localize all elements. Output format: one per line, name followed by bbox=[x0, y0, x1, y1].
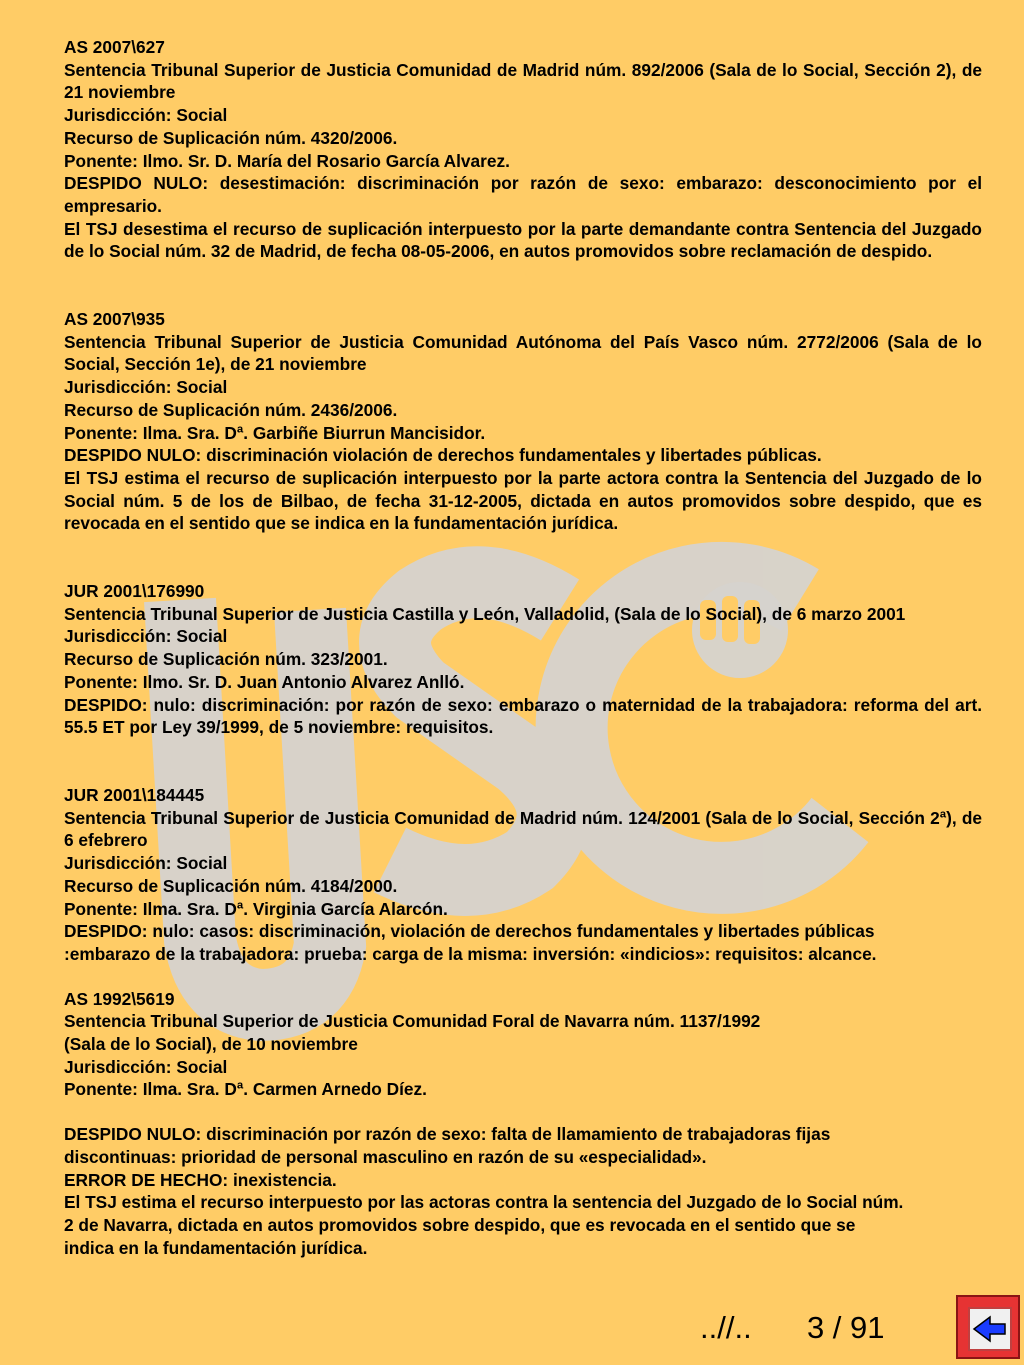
case-reference: AS 2007\627 bbox=[64, 37, 165, 57]
back-button-face[interactable] bbox=[968, 1307, 1012, 1351]
case-ruling: El TSJ desestima el recurso de suplicación interpuesto por la parte demandante contra Sentencia del Juzgado de lo Social núm. 32 de Madrid, de fecha 08-05-2006, en autos promovidos sobre reclamación de despido. bbox=[64, 218, 982, 262]
case-appeal: Recurso de Suplicación núm. 323/2001. bbox=[64, 649, 388, 670]
case-summary-line-2: discontinuas: prioridad de personal masculino en razón de su «especialidad». bbox=[64, 1146, 707, 1167]
case-entry bbox=[64, 308, 982, 535]
case-rapporteur: Ponente: Ilmo. Sr. D. María del Rosario García Alvarez. bbox=[64, 150, 510, 171]
case-summary-line-1: DESPIDO: nulo: casos: discriminación, violación de derechos fundamentales y libertades públicas bbox=[64, 921, 875, 942]
case-title: Sentencia Tribunal Superior de Justicia Comunidad Autónoma del País Vasco núm. 2772/2006 (Sala de lo Social, Sección 1e), de 21 noviembre bbox=[64, 331, 982, 375]
case-appeal: Recurso de Suplicación núm. 4320/2006. bbox=[64, 127, 398, 148]
case-entry bbox=[64, 580, 982, 739]
case-ruling-line-1: El TSJ estima el recurso interpuesto por las actoras contra la sentencia del Juzgado de lo Social núm. bbox=[64, 1192, 904, 1213]
case-rapporteur: Ponente: Ilmo. Sr. D. Juan Antonio Alvarez Anlló. bbox=[64, 671, 465, 692]
case-appeal: Recurso de Suplicación núm. 4184/2000. bbox=[64, 875, 398, 896]
case-title-line-2: (Sala de lo Social), de 10 noviembre bbox=[64, 1034, 358, 1055]
case-reference: AS 1992\5619 bbox=[64, 988, 175, 1009]
case-reference: AS 2007\935 bbox=[64, 309, 165, 330]
case-entry bbox=[64, 988, 982, 1260]
case-jurisdiction: Jurisdicción: Social bbox=[64, 1056, 228, 1077]
case-ruling: El TSJ estima el recurso de suplicación interpuesto por la parte actora contra la Sentencia del Juzgado de lo Social núm. 5 de los de Bilbao, de fecha 31-12-2005, dictada en autos promovidos sobre despido, que es revocada en el sentido que se indica en la fundamentación jurídica. bbox=[64, 467, 982, 534]
case-summary: DESPIDO NULO: desestimación: discriminación por razón de sexo: embarazo: desconocimiento por el empresario. bbox=[64, 173, 982, 216]
page-footer bbox=[700, 1310, 885, 1346]
case-jurisdiction: Jurisdicción: Social bbox=[64, 105, 228, 126]
page-number: 3 / 91 bbox=[806, 1310, 885, 1345]
case-summary-line-2: :embarazo de la trabajadora: prueba: carga de la misma: inversión: «indicios»: requisitos: alcance. bbox=[64, 943, 877, 964]
case-ruling-line-3: indica en la fundamentación jurídica. bbox=[64, 1237, 368, 1258]
case-title: Sentencia Tribunal Superior de Justicia Castilla y León, Valladolid, (Sala de lo Social), de 6 marzo 2001 bbox=[64, 603, 906, 624]
case-jurisdiction: Jurisdicción: Social bbox=[64, 626, 228, 647]
case-rapporteur: Ponente: Ilma. Sra. Dª. Virginia García Alarcón. bbox=[64, 898, 448, 919]
case-error: ERROR DE HECHO: inexistencia. bbox=[64, 1169, 337, 1190]
case-title: Sentencia Tribunal Superior de Justicia Comunidad de Madrid núm. 892/2006 (Sala de lo Social, Sección 2), de 21 noviembre bbox=[64, 59, 982, 103]
back-button[interactable] bbox=[956, 1295, 1020, 1359]
case-summary: DESPIDO: nulo: discriminación: por razón de sexo: embarazo o maternidad de la trabajadora: reforma del art. 55.5 ET por Ley 39/1999, de 5 noviembre: requisitos. bbox=[64, 694, 982, 738]
case-ruling-line-2: 2 de Navarra, dictada en autos promovidos sobre despido, que es revocada en el sentido que se bbox=[64, 1214, 856, 1235]
document-body bbox=[64, 36, 982, 1259]
case-entry bbox=[64, 784, 982, 966]
case-title-line-1: Sentencia Tribunal Superior de Justicia Comunidad Foral de Navarra núm. 1137/1992 bbox=[64, 1011, 761, 1032]
back-arrow-icon bbox=[970, 1309, 1010, 1349]
case-summary: DESPIDO NULO: discriminación violación de derechos fundamentales y libertades públicas. bbox=[64, 445, 822, 466]
case-jurisdiction: Jurisdicción: Social bbox=[64, 853, 228, 874]
case-rapporteur: Ponente: Ilma. Sra. Dª. Garbiñe Biurrun Mancisidor. bbox=[64, 422, 486, 443]
case-title: Sentencia Tribunal Superior de Justicia Comunidad de Madrid núm. 124/2001 (Sala de lo Social, Sección 2ª), de 6 efebrero bbox=[64, 807, 982, 851]
continuation-mark: ..//.. bbox=[700, 1310, 752, 1345]
case-appeal: Recurso de Suplicación núm. 2436/2006. bbox=[64, 399, 398, 420]
case-reference: JUR 2001\184445 bbox=[64, 784, 205, 805]
case-jurisdiction: Jurisdicción: Social bbox=[64, 377, 228, 398]
case-reference: JUR 2001\176990 bbox=[64, 581, 205, 602]
case-entry bbox=[64, 36, 982, 263]
case-rapporteur: Ponente: Ilma. Sra. Dª. Carmen Arnedo Díez. bbox=[64, 1079, 427, 1100]
case-summary-line-1: DESPIDO NULO: discriminación por razón de sexo: falta de llamamiento de trabajadoras fijas bbox=[64, 1124, 831, 1145]
